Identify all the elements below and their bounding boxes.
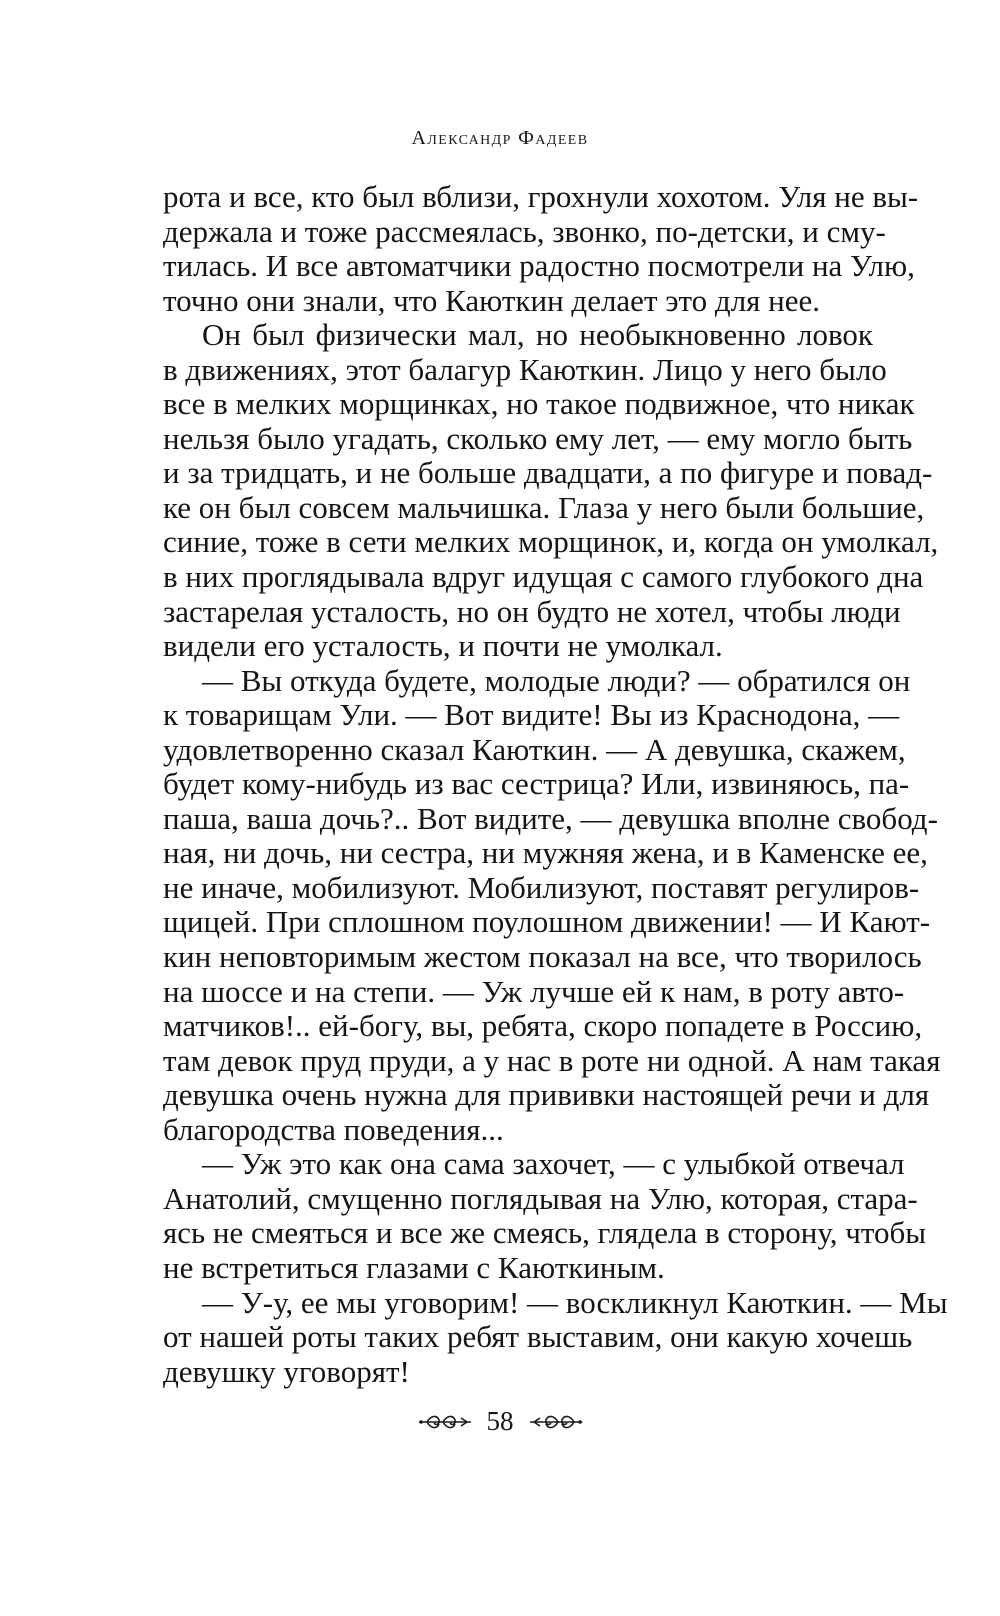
text-line: тилась. И все автоматчики радостно посмотрели на Улю, [163,248,915,284]
text-line: благородства поведения... [163,1111,504,1147]
text-line: удовлетворенно сказал Каюткин. — А девушка, скажем, [163,731,906,767]
text-line: Он был физически мал, но необыкновенно ловок [202,317,873,353]
text-line: паша, ваша дочь?.. Вот видите, — девушка вполне свобод- [163,800,938,836]
text-line: не иначе, мобилизуют. Мобилизуют, поставят регулиров- [163,869,920,905]
page-number: 58 [486,1406,514,1436]
text-line: — У-у, ее мы уговорим! — воскликнул Каюткин. — Мы [202,1284,948,1320]
text-line: к товарищам Ули. — Вот видите! Вы из Краснодона, — [163,697,900,733]
text-line: щицей. При сплошном поулошном движении! — И Кают- [163,904,931,940]
text-line: на шоссе и на степи. — Уж лучше ей к нам, в роту авто- [163,973,905,1009]
text-line: Анатолий, смущенно поглядывая на Улю, которая, стара- [163,1180,918,1216]
text-line: ке он был совсем мальчишка. Глаза у него были большие, [163,489,925,525]
running-head: Александр Фадеев [411,127,589,149]
text-line: матчиков!.. ей-богу, вы, ребята, скоро попадете в Россию, [163,1008,923,1044]
text-line: все в мелких морщинках, но такое подвижное, что никак [163,386,915,422]
text-line: нельзя было угадать, сколько ему лет, — ему могло быть [163,420,913,456]
text-line: — Вы откуда будете, молодые люди? — обратился он [202,662,911,698]
text-line: в движениях, этот балагур Каюткин. Лицо у него было [163,351,887,387]
text-line: видели его усталость, и почти не умолкал. [163,628,723,664]
body-text [163,179,948,1389]
text-line: ная, ни дочь, ни сестра, ни мужняя жена, и в Каменске ее, [163,835,928,871]
text-line: от нашей роты таких ребят выставим, они какую хочешь [163,1319,913,1355]
page-footer [0,1406,1000,1437]
floral-ornament-left-icon [417,1412,473,1432]
text-line: девушка очень нужна для прививки настоящей речи и для [163,1077,930,1113]
text-line: точно они знали, что Каюткин делает это для нее. [163,282,821,318]
text-line: и за тридцать, и не больше двадцати, а по фигуре и повад- [163,455,933,491]
text-line: синие, тоже в сети мелких морщинок, и, когда он умолкал, [163,524,939,560]
text-line: держала и тоже рассмеялась, звонко, по-детски, и смy- [163,213,886,249]
text-line: в них проглядывала вдруг идущая с самого глубокого дна [163,559,924,595]
text-line: застарелая усталость, но он будто не хотел, чтобы люди [163,593,901,629]
floral-ornament-right-icon [528,1412,584,1432]
text-line: ясь не смеяться и все же смеясь, глядела в сторону, чтобы [163,1215,927,1251]
text-line: кин неповторимым жестом показал на все, что творилось [163,939,922,975]
text-line: рота и все, кто был вблизи, грохнули хохотом. Уля не вы- [163,179,919,214]
text-line: будет кому-нибудь из вас сестрица? Или, извиняюсь, па- [163,766,910,802]
text-line: там девок пруд пруди, а у нас в роте ни одной. А нам такая [163,1042,941,1078]
text-line: девушку уговорят! [163,1353,410,1389]
text-line: не встретиться глазами с Каюткиным. [163,1249,665,1285]
text-line: — Уж это как она сама захочет, — с улыбкой отвечал [202,1146,905,1182]
